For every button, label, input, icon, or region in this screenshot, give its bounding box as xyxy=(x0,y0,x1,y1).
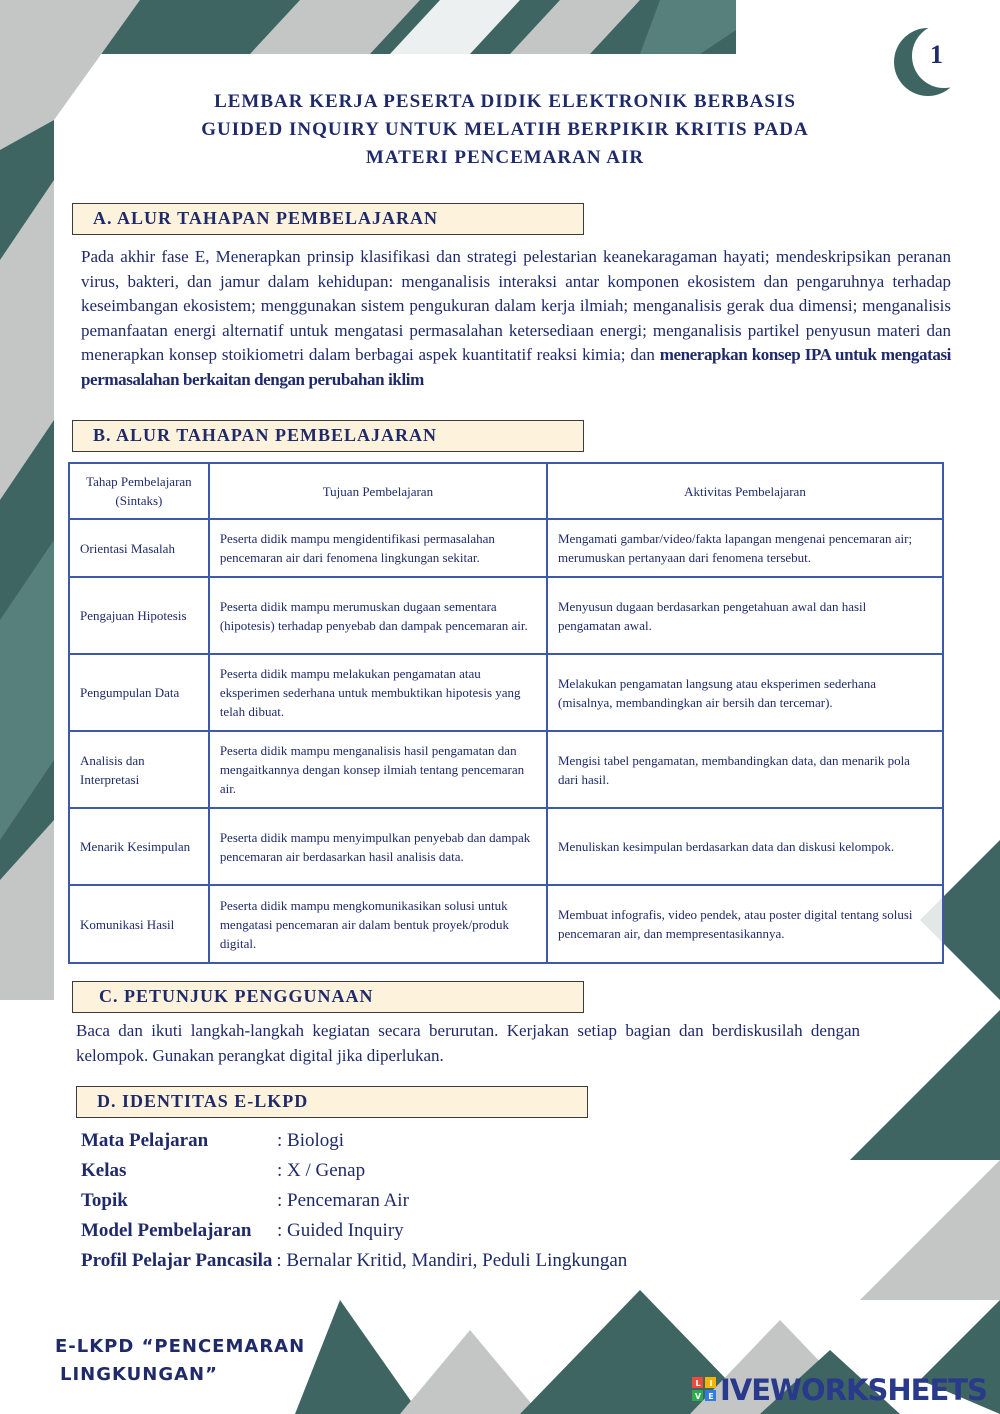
identity-label: Mata Pelajaran xyxy=(81,1130,209,1151)
logo-letter: L xyxy=(695,1379,700,1388)
table-row xyxy=(69,654,943,731)
stage-cell: Orientasi Masalah xyxy=(69,519,209,577)
activity-cell: Membuat infografis, video pendek, atau poster digital tentang solusi pencemaran air, dan mempresentasikannya. xyxy=(547,885,943,963)
section-b-heading: B. ALUR TAHAPAN PEMBELAJARAN xyxy=(72,420,584,452)
section-a-paragraph xyxy=(81,245,951,393)
table-header-cell: Aktivitas Pembelajaran xyxy=(547,463,943,519)
title-line: GUIDED INQUIRY UNTUK MELATIH BERPIKIR KRITIS PADA xyxy=(201,119,809,140)
title-line: MATERI PENCEMARAN AIR xyxy=(365,147,645,168)
activity-cell: Mengisi tabel pengamatan, membandingkan data, dan menarik pola dari hasil. xyxy=(547,731,943,808)
identity-row xyxy=(81,1246,627,1276)
section-d-heading: D. IDENTITAS E-LKPD xyxy=(76,1086,588,1118)
stage-cell: Komunikasi Hasil xyxy=(69,885,209,963)
identity-label: Profil Pelajar Pancasila xyxy=(81,1250,273,1271)
section-a-bold-text: menerapkan konsep IPA untuk mengatasi permasalahan berkaitan dengan perubahan iklim xyxy=(81,345,951,389)
page-title xyxy=(150,88,860,172)
table-row xyxy=(69,731,943,808)
logo-letter: V xyxy=(694,1392,701,1401)
table-row xyxy=(69,577,943,654)
identity-row xyxy=(81,1216,627,1246)
activity-cell: Melakukan pengamatan langsung atau eksperimen sederhana (misalnya, membandingkan air bersih dan tercemar). xyxy=(547,654,943,731)
title-line: LEMBAR KERJA PESERTA DIDIK ELEKTRONIK BERBASIS xyxy=(214,91,796,112)
liveworksheets-brand[interactable] xyxy=(692,1373,987,1407)
identity-value: : Guided Inquiry xyxy=(277,1220,404,1241)
logo-letter: E xyxy=(708,1392,713,1401)
identity-row xyxy=(81,1186,627,1216)
learning-stages-table xyxy=(68,462,944,964)
footer-line: E-LKPD “PENCEMARAN xyxy=(55,1336,306,1357)
stage-cell: Menarik Kesimpulan xyxy=(69,808,209,885)
stage-cell: Analisis dan Interpretasi xyxy=(69,731,209,808)
logo-letter: I xyxy=(709,1379,712,1388)
table-header-cell: Tahap Pembelajaran (Sintaks) xyxy=(69,463,209,519)
stage-cell: Pengajuan Hipotesis xyxy=(69,577,209,654)
section-c-heading: C. PETUNJUK PENGGUNAAN xyxy=(72,981,584,1013)
table-header-row xyxy=(69,463,943,519)
table-header-cell: Tujuan Pembelajaran xyxy=(209,463,547,519)
identity-value: : Pencemaran Air xyxy=(277,1190,409,1211)
goal-cell: Peserta didik mampu melakukan pengamatan atau eksperimen sederhana untuk membuktikan hipotesis yang telah dibuat. xyxy=(209,654,547,731)
section-c-paragraph: Baca dan ikuti langkah-langkah kegiatan secara berurutan. Kerjakan setiap bagian dan berdiskusilah dengan kelompok. Gunakan perangkat digital jika diperlukan. xyxy=(76,1021,860,1065)
goal-cell: Peserta didik mampu menyimpulkan penyebab dan dampak pencemaran air berdasarkan hasil analisis data. xyxy=(209,808,547,885)
identity-list xyxy=(81,1126,627,1276)
identity-label: Model Pembelajaran xyxy=(81,1220,252,1241)
footer-title xyxy=(55,1333,305,1389)
identity-label: Topik xyxy=(81,1190,128,1211)
page-number: 1 xyxy=(930,40,943,69)
identity-label: Kelas xyxy=(81,1160,127,1181)
activity-cell: Mengamati gambar/video/fakta lapangan mengenai pencemaran air; merumuskan pertanyaan dari fenomena tersebut. xyxy=(547,519,943,577)
table-row xyxy=(69,808,943,885)
stage-cell: Pengumpulan Data xyxy=(69,654,209,731)
table-row xyxy=(69,519,943,577)
section-a-heading: A. ALUR TAHAPAN PEMBELAJARAN xyxy=(72,203,584,235)
identity-row xyxy=(81,1126,627,1156)
table-row xyxy=(69,885,943,963)
goal-cell: Peserta didik mampu menganalisis hasil pengamatan dan mengaitkannya dengan konsep ilmiah tentang pencemaran air. xyxy=(209,731,547,808)
goal-cell: Peserta didik mampu mengkomunikasikan solusi untuk mengatasi pencemaran air dalam bentuk proyek/produk digital. xyxy=(209,885,547,963)
activity-cell: Menyusun dugaan berdasarkan pengetahuan awal dan hasil pengamatan awal. xyxy=(547,577,943,654)
activity-cell: Menuliskan kesimpulan berdasarkan data dan diskusi kelompok. xyxy=(547,808,943,885)
identity-row xyxy=(81,1156,627,1186)
identity-value: : Biologi xyxy=(277,1130,345,1151)
footer-line: LINGKUNGAN” xyxy=(60,1364,218,1385)
liveworksheets-logo-icon xyxy=(692,1377,716,1401)
section-a-text: Pada akhir fase E, Menerapkan prinsip klasifikasi dan strategi pelestarian keanekaragaman hayati; mendeskripsikan peranan virus, bakteri, dan jamur dalam kehidupan: menganalisis interaksi antar komponen ekosistem dan pengaruhnya terhadap keseimbangan ekosistem; menggunakan sistem pengukuran dalam kerja ilmiah; menganalisis gerak dua dimensi; menganalisis pemanfaatan energi alternatif untuk mengatasi permasalahan ketersediaan energi; menganalisis partikel penyusun materi dan menerapkan konsep stoikiometri dalam berbagai aspek kuantitatif reaksi kimia; dan xyxy=(81,247,951,365)
brand-text: IVEWORKSHEETS xyxy=(720,1373,987,1407)
identity-value: : X / Genap xyxy=(277,1160,366,1181)
goal-cell: Peserta didik mampu mengidentifikasi permasalahan pencemaran air dari fenomena lingkungan sekitar. xyxy=(209,519,547,577)
identity-value: : Bernalar Kritid, Mandiri, Peduli Lingkungan xyxy=(276,1250,628,1271)
goal-cell: Peserta didik mampu merumuskan dugaan sementara (hipotesis) terhadap penyebab dan dampak pencemaran air. xyxy=(209,577,547,654)
